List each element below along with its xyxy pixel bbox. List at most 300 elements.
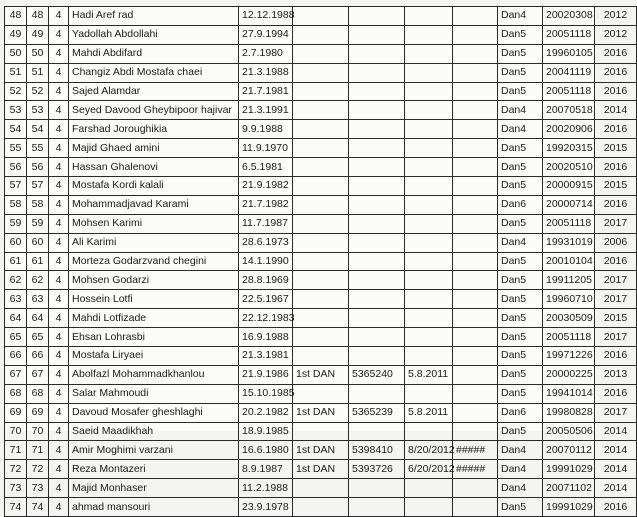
year-cell: 2017 bbox=[595, 290, 637, 309]
member-name-cell: Majid Monhaser bbox=[69, 479, 239, 498]
current-dan-cell: Dan5 bbox=[498, 290, 543, 309]
member-id-cell: 59 bbox=[27, 214, 49, 233]
row-number-cell: 49 bbox=[5, 25, 27, 44]
grade-cell: 4 bbox=[49, 347, 69, 366]
overflow-value-cell bbox=[453, 233, 498, 252]
row-number-cell: 50 bbox=[5, 44, 27, 63]
row-number-cell: 67 bbox=[5, 365, 27, 384]
birth-date-cell: 21.7.1981 bbox=[239, 82, 293, 101]
birth-date-cell: 21.9.1982 bbox=[239, 177, 293, 196]
year-cell: 2012 bbox=[595, 25, 637, 44]
member-id-cell: 58 bbox=[27, 195, 49, 214]
certificate-number-cell bbox=[349, 139, 405, 158]
grade-cell: 4 bbox=[49, 82, 69, 101]
birth-date-cell: 21.7.1982 bbox=[239, 195, 293, 214]
grade-cell: 4 bbox=[49, 309, 69, 328]
registration-code-cell: 19991029 bbox=[543, 460, 595, 479]
certificate-date-cell bbox=[405, 384, 453, 403]
grade-cell: 4 bbox=[49, 403, 69, 422]
registration-code-cell: 20051118 bbox=[543, 25, 595, 44]
grade-cell: 4 bbox=[49, 441, 69, 460]
member-id-cell: 68 bbox=[27, 384, 49, 403]
certificate-date-cell: 5.8.2011 bbox=[405, 403, 453, 422]
certificate-date-cell bbox=[405, 177, 453, 196]
member-name-cell: Hossein Lotfi bbox=[69, 290, 239, 309]
table-row bbox=[5, 422, 637, 441]
first-dan-cell bbox=[293, 120, 349, 139]
current-dan-cell: Dan6 bbox=[498, 195, 543, 214]
member-name-cell: Seyed Davood Gheybipoor hajivar bbox=[69, 101, 239, 120]
birth-date-cell: 15.10.1985 bbox=[239, 384, 293, 403]
registration-code-cell: 19911205 bbox=[543, 271, 595, 290]
table-row bbox=[5, 177, 637, 196]
certificate-date-cell bbox=[405, 290, 453, 309]
member-name-cell: Saeid Maadikhah bbox=[69, 422, 239, 441]
year-cell: 2016 bbox=[595, 384, 637, 403]
current-dan-cell: Dan5 bbox=[498, 63, 543, 82]
first-dan-cell bbox=[293, 347, 349, 366]
member-id-cell: 56 bbox=[27, 158, 49, 177]
row-number-cell: 54 bbox=[5, 120, 27, 139]
certificate-date-cell: 8/20/2012 bbox=[405, 441, 453, 460]
certificate-date-cell bbox=[405, 479, 453, 498]
year-cell: 2016 bbox=[595, 347, 637, 366]
grade-cell: 4 bbox=[49, 479, 69, 498]
grade-cell: 4 bbox=[49, 365, 69, 384]
current-dan-cell: Dan4 bbox=[498, 441, 543, 460]
overflow-value-cell bbox=[453, 403, 498, 422]
registration-code-cell: 20000915 bbox=[543, 177, 595, 196]
current-dan-cell: Dan4 bbox=[498, 460, 543, 479]
member-id-cell: 60 bbox=[27, 233, 49, 252]
row-number-cell: 60 bbox=[5, 233, 27, 252]
member-id-cell: 52 bbox=[27, 82, 49, 101]
birth-date-cell: 20.2.1982 bbox=[239, 403, 293, 422]
current-dan-cell: Dan4 bbox=[498, 479, 543, 498]
registration-code-cell: 20000714 bbox=[543, 195, 595, 214]
grade-cell: 4 bbox=[49, 233, 69, 252]
first-dan-cell bbox=[293, 271, 349, 290]
table-row bbox=[5, 460, 637, 479]
member-name-cell: Abolfazl Mohammadkhanlou bbox=[69, 365, 239, 384]
registration-code-cell: 19941014 bbox=[543, 384, 595, 403]
current-dan-cell: Dan5 bbox=[498, 158, 543, 177]
year-cell: 2017 bbox=[595, 403, 637, 422]
overflow-value-cell: ##### bbox=[453, 460, 498, 479]
member-id-cell: 69 bbox=[27, 403, 49, 422]
member-name-cell: Salar Mahmoudi bbox=[69, 384, 239, 403]
first-dan-cell bbox=[293, 498, 349, 517]
row-number-cell: 62 bbox=[5, 271, 27, 290]
overflow-value-cell bbox=[453, 44, 498, 63]
member-name-cell: Mohammadjavad Karami bbox=[69, 195, 239, 214]
year-cell: 2017 bbox=[595, 271, 637, 290]
member-name-cell: Mahdi Abdifard bbox=[69, 44, 239, 63]
member-name-cell: Mohsen Godarzi bbox=[69, 271, 239, 290]
first-dan-cell bbox=[293, 233, 349, 252]
registration-code-cell: 20051118 bbox=[543, 82, 595, 101]
current-dan-cell: Dan5 bbox=[498, 214, 543, 233]
grade-cell: 4 bbox=[49, 177, 69, 196]
certificate-date-cell: 5.8.2011 bbox=[405, 365, 453, 384]
registration-code-cell: 20041119 bbox=[543, 63, 595, 82]
first-dan-cell bbox=[293, 44, 349, 63]
registration-code-cell: 19971226 bbox=[543, 347, 595, 366]
table-row bbox=[5, 63, 637, 82]
certificate-number-cell bbox=[349, 120, 405, 139]
birth-date-cell: 28.8.1969 bbox=[239, 271, 293, 290]
member-id-cell: 63 bbox=[27, 290, 49, 309]
birth-date-cell: 27.9.1994 bbox=[239, 25, 293, 44]
member-name-cell: Mahdi Lotfizade bbox=[69, 309, 239, 328]
certificate-number-cell bbox=[349, 195, 405, 214]
row-number-cell: 65 bbox=[5, 328, 27, 347]
birth-date-cell: 6.5.1981 bbox=[239, 158, 293, 177]
certificate-number-cell: 5365240 bbox=[349, 365, 405, 384]
grade-cell: 4 bbox=[49, 101, 69, 120]
current-dan-cell: Dan5 bbox=[498, 44, 543, 63]
registration-code-cell: 20000225 bbox=[543, 365, 595, 384]
grade-cell: 4 bbox=[49, 7, 69, 26]
certificate-date-cell bbox=[405, 101, 453, 120]
table-row bbox=[5, 309, 637, 328]
certificate-number-cell bbox=[349, 252, 405, 271]
certificate-date-cell bbox=[405, 63, 453, 82]
overflow-value-cell bbox=[453, 177, 498, 196]
table-row bbox=[5, 384, 637, 403]
registration-code-cell: 20010104 bbox=[543, 252, 595, 271]
member-name-cell: Amir Moghimi varzani bbox=[69, 441, 239, 460]
grade-cell: 4 bbox=[49, 44, 69, 63]
year-cell: 2016 bbox=[595, 120, 637, 139]
year-cell: 2015 bbox=[595, 139, 637, 158]
row-number-cell: 51 bbox=[5, 63, 27, 82]
overflow-value-cell: ##### bbox=[453, 441, 498, 460]
registration-code-cell: 20020510 bbox=[543, 158, 595, 177]
year-cell: 2017 bbox=[595, 214, 637, 233]
certificate-date-cell bbox=[405, 214, 453, 233]
grade-cell: 4 bbox=[49, 139, 69, 158]
certificate-number-cell bbox=[349, 177, 405, 196]
overflow-value-cell bbox=[453, 252, 498, 271]
overflow-value-cell bbox=[453, 7, 498, 26]
certificate-number-cell bbox=[349, 233, 405, 252]
table-row bbox=[5, 347, 637, 366]
grade-cell: 4 bbox=[49, 498, 69, 517]
registration-code-cell: 20020308 bbox=[543, 7, 595, 26]
member-name-cell: Mostafa Liryaei bbox=[69, 347, 239, 366]
registration-code-cell: 19920315 bbox=[543, 139, 595, 158]
table-row bbox=[5, 479, 637, 498]
current-dan-cell: Dan5 bbox=[498, 82, 543, 101]
first-dan-cell bbox=[293, 290, 349, 309]
overflow-value-cell bbox=[453, 479, 498, 498]
member-name-cell: Majid Ghaed amini bbox=[69, 139, 239, 158]
member-id-cell: 72 bbox=[27, 460, 49, 479]
member-name-cell: Davoud Mosafer gheshlaghi bbox=[69, 403, 239, 422]
current-dan-cell: Dan5 bbox=[498, 252, 543, 271]
overflow-value-cell bbox=[453, 25, 498, 44]
registration-code-cell: 20020906 bbox=[543, 120, 595, 139]
table-row bbox=[5, 25, 637, 44]
member-id-cell: 48 bbox=[27, 7, 49, 26]
year-cell: 2016 bbox=[595, 82, 637, 101]
year-cell: 2016 bbox=[595, 44, 637, 63]
member-id-cell: 53 bbox=[27, 101, 49, 120]
certificate-number-cell bbox=[349, 44, 405, 63]
year-cell: 2014 bbox=[595, 101, 637, 120]
table-row bbox=[5, 195, 637, 214]
overflow-value-cell bbox=[453, 384, 498, 403]
registration-code-cell: 20070112 bbox=[543, 441, 595, 460]
roster-body bbox=[5, 7, 637, 517]
certificate-date-cell bbox=[405, 158, 453, 177]
birth-date-cell: 23.9.1978 bbox=[239, 498, 293, 517]
certificate-number-cell bbox=[349, 63, 405, 82]
table-row bbox=[5, 290, 637, 309]
birth-date-cell: 28.6.1973 bbox=[239, 233, 293, 252]
overflow-value-cell bbox=[453, 309, 498, 328]
current-dan-cell: Dan5 bbox=[498, 271, 543, 290]
registration-code-cell: 19991029 bbox=[543, 498, 595, 517]
certificate-number-cell bbox=[349, 7, 405, 26]
certificate-date-cell bbox=[405, 139, 453, 158]
certificate-number-cell bbox=[349, 384, 405, 403]
table-row bbox=[5, 252, 637, 271]
registration-code-cell: 20050506 bbox=[543, 422, 595, 441]
certificate-number-cell: 5393726 bbox=[349, 460, 405, 479]
first-dan-cell bbox=[293, 101, 349, 120]
grade-cell: 4 bbox=[49, 214, 69, 233]
certificate-date-cell bbox=[405, 271, 453, 290]
member-id-cell: 51 bbox=[27, 63, 49, 82]
registration-code-cell: 19931019 bbox=[543, 233, 595, 252]
registration-code-cell: 20070518 bbox=[543, 101, 595, 120]
member-id-cell: 74 bbox=[27, 498, 49, 517]
member-id-cell: 55 bbox=[27, 139, 49, 158]
registration-code-cell: 20051118 bbox=[543, 328, 595, 347]
year-cell: 2016 bbox=[595, 158, 637, 177]
certificate-date-cell bbox=[405, 195, 453, 214]
certificate-number-cell bbox=[349, 479, 405, 498]
current-dan-cell: Dan5 bbox=[498, 25, 543, 44]
birth-date-cell: 9.9.1988 bbox=[239, 120, 293, 139]
first-dan-cell bbox=[293, 177, 349, 196]
member-name-cell: Ehsan Lohrasbi bbox=[69, 328, 239, 347]
row-number-cell: 57 bbox=[5, 177, 27, 196]
birth-date-cell: 16.6.1980 bbox=[239, 441, 293, 460]
member-name-cell: Yadollah Abdollahi bbox=[69, 25, 239, 44]
certificate-number-cell bbox=[349, 347, 405, 366]
row-number-cell: 74 bbox=[5, 498, 27, 517]
birth-date-cell: 11.7.1987 bbox=[239, 214, 293, 233]
grade-cell: 4 bbox=[49, 422, 69, 441]
table-row bbox=[5, 139, 637, 158]
first-dan-cell bbox=[293, 384, 349, 403]
first-dan-cell bbox=[293, 7, 349, 26]
member-name-cell: Farshad Joroughikia bbox=[69, 120, 239, 139]
current-dan-cell: Dan5 bbox=[498, 139, 543, 158]
row-number-cell: 70 bbox=[5, 422, 27, 441]
member-id-cell: 70 bbox=[27, 422, 49, 441]
grade-cell: 4 bbox=[49, 328, 69, 347]
overflow-value-cell bbox=[453, 82, 498, 101]
birth-date-cell: 21.3.1981 bbox=[239, 347, 293, 366]
birth-date-cell: 18.9.1985 bbox=[239, 422, 293, 441]
member-id-cell: 50 bbox=[27, 44, 49, 63]
overflow-value-cell bbox=[453, 63, 498, 82]
birth-date-cell: 11.2.1988 bbox=[239, 479, 293, 498]
first-dan-cell bbox=[293, 63, 349, 82]
overflow-value-cell bbox=[453, 328, 498, 347]
row-number-cell: 58 bbox=[5, 195, 27, 214]
grade-cell: 4 bbox=[49, 384, 69, 403]
registration-code-cell: 20071102 bbox=[543, 479, 595, 498]
first-dan-cell bbox=[293, 82, 349, 101]
table-row bbox=[5, 82, 637, 101]
overflow-value-cell bbox=[453, 271, 498, 290]
grade-cell: 4 bbox=[49, 120, 69, 139]
roster-table bbox=[4, 6, 637, 517]
year-cell: 2012 bbox=[595, 7, 637, 26]
member-name-cell: Mohsen Karimi bbox=[69, 214, 239, 233]
birth-date-cell: 21.3.1988 bbox=[239, 63, 293, 82]
first-dan-cell bbox=[293, 422, 349, 441]
current-dan-cell: Dan4 bbox=[498, 233, 543, 252]
registration-code-cell: 20051118 bbox=[543, 214, 595, 233]
first-dan-cell bbox=[293, 214, 349, 233]
member-id-cell: 67 bbox=[27, 365, 49, 384]
grade-cell: 4 bbox=[49, 63, 69, 82]
certificate-date-cell bbox=[405, 120, 453, 139]
table-row bbox=[5, 214, 637, 233]
certificate-number-cell bbox=[349, 498, 405, 517]
first-dan-cell bbox=[293, 25, 349, 44]
certificate-date-cell bbox=[405, 25, 453, 44]
certificate-date-cell bbox=[405, 498, 453, 517]
registration-code-cell: 19980828 bbox=[543, 403, 595, 422]
current-dan-cell: Dan4 bbox=[498, 7, 543, 26]
birth-date-cell: 21.3.1991 bbox=[239, 101, 293, 120]
member-name-cell: Changiz Abdi Mostafa chaei bbox=[69, 63, 239, 82]
table-row bbox=[5, 158, 637, 177]
certificate-date-cell bbox=[405, 7, 453, 26]
grade-cell: 4 bbox=[49, 158, 69, 177]
current-dan-cell: Dan5 bbox=[498, 347, 543, 366]
overflow-value-cell bbox=[453, 498, 498, 517]
current-dan-cell: Dan6 bbox=[498, 403, 543, 422]
overflow-value-cell bbox=[453, 158, 498, 177]
member-id-cell: 54 bbox=[27, 120, 49, 139]
certificate-number-cell bbox=[349, 25, 405, 44]
certificate-date-cell bbox=[405, 82, 453, 101]
year-cell: 2013 bbox=[595, 365, 637, 384]
member-name-cell: Morteza Godarzvand chegini bbox=[69, 252, 239, 271]
birth-date-cell: 22.5.1967 bbox=[239, 290, 293, 309]
overflow-value-cell bbox=[453, 365, 498, 384]
current-dan-cell: Dan5 bbox=[498, 422, 543, 441]
member-name-cell: Mostafa Kordi kalali bbox=[69, 177, 239, 196]
member-name-cell: Sajed Alamdar bbox=[69, 82, 239, 101]
member-id-cell: 71 bbox=[27, 441, 49, 460]
year-cell: 2016 bbox=[595, 252, 637, 271]
birth-date-cell: 16.9.1988 bbox=[239, 328, 293, 347]
table-row bbox=[5, 328, 637, 347]
year-cell: 2014 bbox=[595, 479, 637, 498]
grade-cell: 4 bbox=[49, 25, 69, 44]
first-dan-cell bbox=[293, 252, 349, 271]
member-id-cell: 61 bbox=[27, 252, 49, 271]
member-id-cell: 64 bbox=[27, 309, 49, 328]
first-dan-cell: 1st DAN bbox=[293, 460, 349, 479]
member-id-cell: 65 bbox=[27, 328, 49, 347]
birth-date-cell: 8.9.1987 bbox=[239, 460, 293, 479]
certificate-date-cell bbox=[405, 233, 453, 252]
certificate-number-cell bbox=[349, 158, 405, 177]
certificate-number-cell bbox=[349, 101, 405, 120]
certificate-date-cell bbox=[405, 422, 453, 441]
row-number-cell: 64 bbox=[5, 309, 27, 328]
member-name-cell: Reza Montazeri bbox=[69, 460, 239, 479]
current-dan-cell: Dan4 bbox=[498, 120, 543, 139]
first-dan-cell: 1st DAN bbox=[293, 441, 349, 460]
overflow-value-cell bbox=[453, 139, 498, 158]
table-row bbox=[5, 498, 637, 517]
year-cell: 2016 bbox=[595, 63, 637, 82]
birth-date-cell: 21.9.1986 bbox=[239, 365, 293, 384]
member-id-cell: 62 bbox=[27, 271, 49, 290]
certificate-number-cell: 5398410 bbox=[349, 441, 405, 460]
year-cell: 2006 bbox=[595, 233, 637, 252]
first-dan-cell: 1st DAN bbox=[293, 403, 349, 422]
row-number-cell: 66 bbox=[5, 347, 27, 366]
row-number-cell: 71 bbox=[5, 441, 27, 460]
certificate-date-cell bbox=[405, 44, 453, 63]
member-id-cell: 66 bbox=[27, 347, 49, 366]
current-dan-cell: Dan5 bbox=[498, 365, 543, 384]
member-id-cell: 49 bbox=[27, 25, 49, 44]
row-number-cell: 52 bbox=[5, 82, 27, 101]
birth-date-cell: 2.7.1980 bbox=[239, 44, 293, 63]
current-dan-cell: Dan5 bbox=[498, 177, 543, 196]
year-cell: 2017 bbox=[595, 328, 637, 347]
row-number-cell: 73 bbox=[5, 479, 27, 498]
first-dan-cell bbox=[293, 158, 349, 177]
first-dan-cell: 1st DAN bbox=[293, 365, 349, 384]
member-id-cell: 57 bbox=[27, 177, 49, 196]
year-cell: 2015 bbox=[595, 177, 637, 196]
first-dan-cell bbox=[293, 328, 349, 347]
overflow-value-cell bbox=[453, 214, 498, 233]
certificate-number-cell bbox=[349, 422, 405, 441]
certificate-number-cell bbox=[349, 82, 405, 101]
year-cell: 2016 bbox=[595, 498, 637, 517]
birth-date-cell: 11.9.1970 bbox=[239, 139, 293, 158]
overflow-value-cell bbox=[453, 120, 498, 139]
table-row bbox=[5, 44, 637, 63]
table-row bbox=[5, 233, 637, 252]
current-dan-cell: Dan5 bbox=[498, 328, 543, 347]
overflow-value-cell bbox=[453, 195, 498, 214]
certificate-date-cell bbox=[405, 328, 453, 347]
year-cell: 2016 bbox=[595, 195, 637, 214]
certificate-date-cell bbox=[405, 309, 453, 328]
table-row bbox=[5, 403, 637, 422]
birth-date-cell: 12.12.1988 bbox=[239, 7, 293, 26]
member-name-cell: ahmad mansouri bbox=[69, 498, 239, 517]
row-number-cell: 56 bbox=[5, 158, 27, 177]
member-name-cell: Hadi Aref rad bbox=[69, 7, 239, 26]
